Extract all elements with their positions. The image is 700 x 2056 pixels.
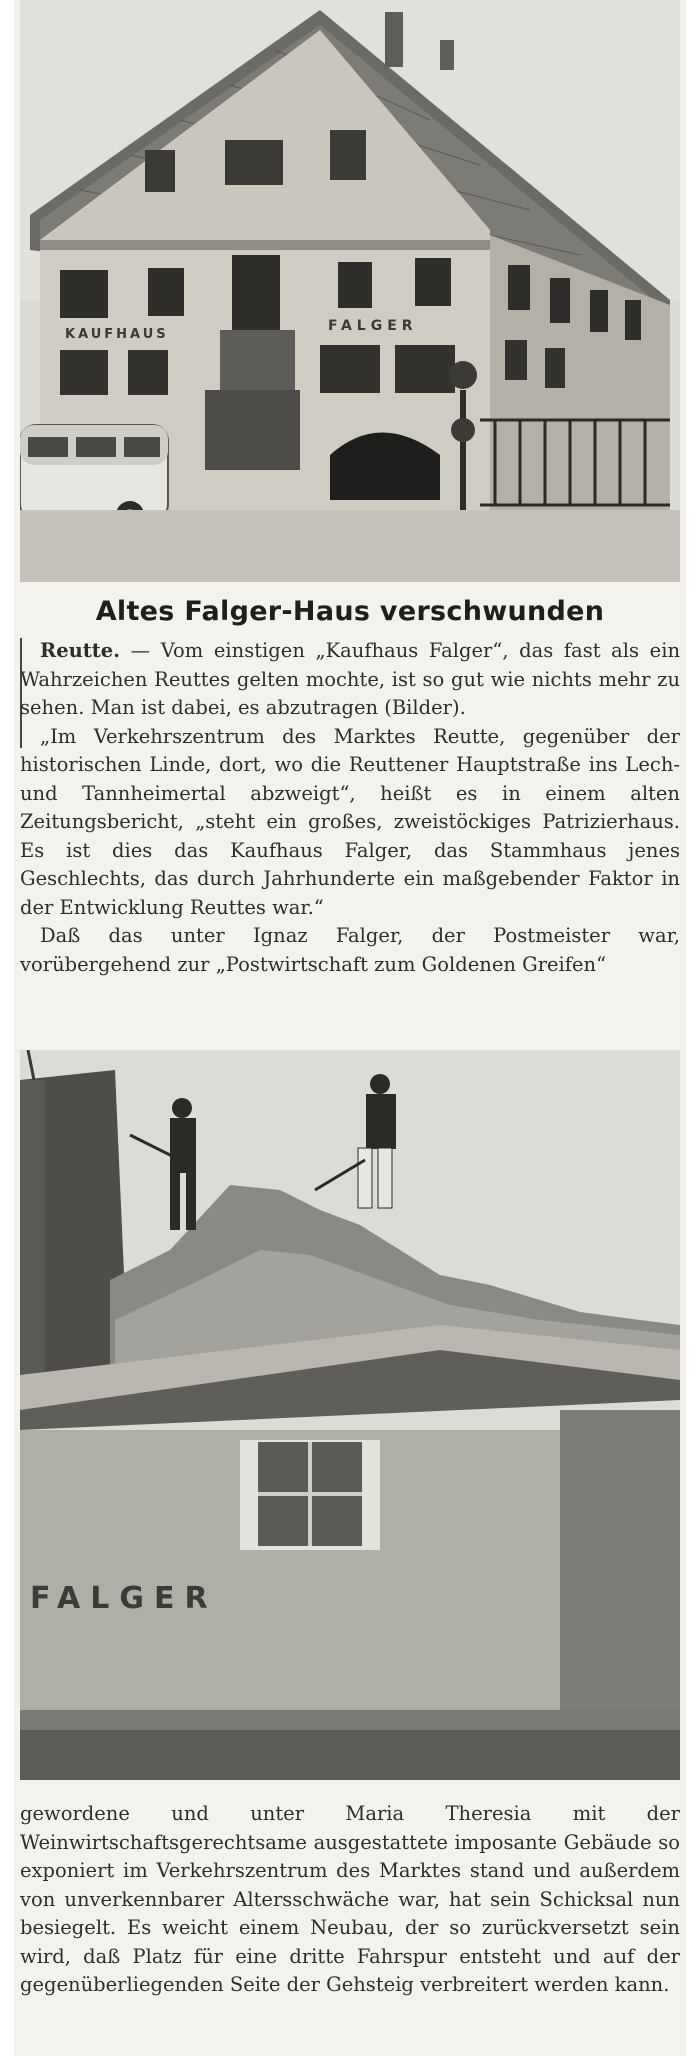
quote-paragraph: „Im Verkehrszentrum des Marktes Reutte, gegenüber der historischen Linde, dort, wo die Reuttener Hauptstraße ins Lech- und Tannheimertal abzweigt“, heißt es in einem alten Zeitungsbericht, „steht ein großes, zweistöckiges Patrizierhaus. Es ist dies das Kaufhaus Falger, das Stammhaus jenes Geschlechts, das durch Jahrhunderte ein maßgebender Faktor in der Entwicklung Reuttes war.“ [20, 724, 680, 919]
dateline: Reutte. [40, 639, 120, 662]
facade-sign-kaufhaus: KAUFHAUS [65, 327, 169, 342]
photo-falger-house [20, 0, 680, 582]
falger-house-illustration [20, 0, 680, 582]
intro-paragraph [20, 637, 680, 723]
newspaper-clipping [14, 0, 686, 2056]
intro-text: — Vom einstigen „Kaufhaus Falger“, das fast als ein Wahrzeichen Reuttes gelten mochte, ist so gut wie nichts mehr zu sehen. Man ist dabei, es abzutragen (Bilder). [20, 639, 680, 719]
headline: Altes Falger-Haus verschwunden [95, 596, 605, 627]
paragraph-3-end: gewordene und unter Maria Theresia mit der Weinwirtschaftsgerechtsame ausgestattete imposante Gebäude so exponiert im Verkehrszentrum des Marktes stand und außerdem von unverkennbarer Altersschwäche war, hat sein Schicksal nun besiegelt. Es weicht einem Neubau, der so zurückversetzt sein wird, daß Platz für eine dritte Fahrspur entsteht und auf der gegenüberliegenden Seite der Gehsteig verbreitert werden kann. [20, 1802, 680, 1996]
article-text-top [20, 637, 680, 979]
facade-sign-falger: FALGER [328, 318, 418, 334]
photo-demolition [20, 1050, 680, 1780]
demolition-illustration [20, 1050, 680, 1780]
article-text-bottom [20, 1800, 680, 2000]
paragraph-3-start: Daß das unter Ignaz Falger, der Postmeister war, vorübergehend zur „Postwirtschaft zum Goldenen Greifen“ [20, 924, 680, 976]
wall-lettering: FALGER [30, 1581, 218, 1616]
